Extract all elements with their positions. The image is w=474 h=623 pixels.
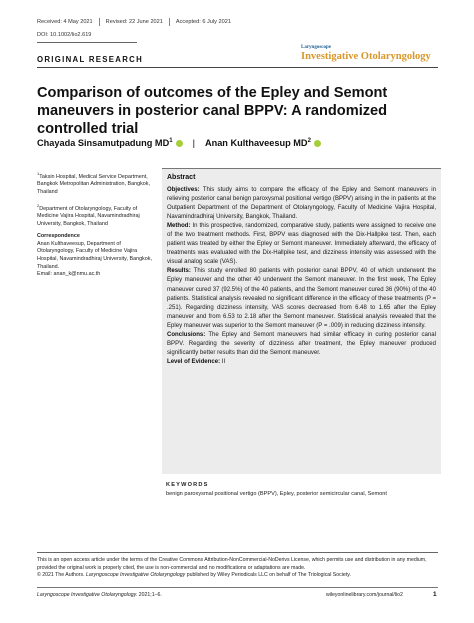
doi[interactable]: DOI: 10.1002/lio2.619 <box>37 32 92 38</box>
correspondence-email[interactable]: Email: anan_k@nmu.ac.th <box>37 271 101 278</box>
affiliation-1: $^1$Taksin Hospital, Medical Service Department, Bangkok Metropolitan Administration, Bangkok, Thailand <box>37 171 150 195</box>
keywords-heading: KEYWORDS <box>166 482 209 488</box>
license-notice <box>37 557 438 580</box>
abstract-level: Level of Evidence: II <box>167 358 226 365</box>
date-divider <box>99 18 100 26</box>
author-name[interactable]: Anan Kulthaveesup $MD^2$ <box>204 138 311 149</box>
section-label: ORIGINAL RESEARCH <box>37 55 143 64</box>
divider <box>37 42 137 43</box>
correspondence-text: Anan Kulthaveesup, Department of Otolaryngology, Faculty of Medicine Vajira Hospital, Navamindradhiraj University, Bangkok, Thailand. <box>37 240 152 270</box>
abstract-conclusions: Conclusions: The Epley and Semont maneuvers had similar efficacy in curing posterior canal BPPV. Regarding the severity of dizziness after treatment, the Epley maneuver produced significantly better results than did the Semont maneuver. <box>167 331 436 356</box>
accepted-date: Accepted: 6 July 2021 <box>175 19 231 25</box>
journal-logo: Investigative Otolaryngology <box>301 51 431 62</box>
license-text: This is an open access article under the terms of the Creative Commons Attribution-NonCommercial-NoDerivs License, which permits use and distribution in any medium, provided the original work is properly cited, the use is non-commercial and no modifications or adaptations are made. <box>37 557 427 571</box>
author-name[interactable]: Chayada Sinsamutpadung $MD^1$ <box>37 138 173 149</box>
abstract-objectives: Objectives: This study aims to compare the efficacy of the Epley and Semont maneuvers in relieving posterior canal benign paroxysmal positional vertigo (BPPV) arising in the in patients at the Outpatient Department of the Department of Otolaryngology, Faculty of Medicine Vajira Hospital, Navamindradhiraj University, Bangkok, Thailand. <box>167 187 436 221</box>
author-separator: | <box>192 138 195 149</box>
journal-url[interactable]: wileyonlinelibrary.com/journal/lio2 <box>326 592 403 598</box>
affiliation-2: $^2$Department of Otolaryngology, Faculty of Medicine Vajira Hospital, Navamindradhiraj University, Bangkok, Thailand <box>37 202 140 227</box>
section-divider <box>37 67 438 68</box>
copyright-text: © 2021 The Authors. Laryngoscope Investigative Otolaryngology published by Wiley Periodicals LLC on behalf of The Triological Society. <box>37 572 351 579</box>
bottom-divider <box>37 587 438 588</box>
orcid-icon[interactable] <box>314 140 321 147</box>
abstract-method: Method: In this prospective, randomized, comparative study, patients were assigned to receive one of the two treatment methods. First, BPPV was diagnosed with the Dix-Hallpike test. Then, each patient was treated by either the Epley or Semont maneuver. Immediately afterward, the efficacy of treatments was evaluated with the Dix-Hallpike test, and dizziness intensity was assessed with the visual analog scale (VAS). <box>167 223 436 266</box>
revised-date: Revised: 22 June 2021 <box>105 19 163 25</box>
article-dates <box>37 18 231 26</box>
orcid-icon[interactable] <box>176 140 183 147</box>
affiliation-sup: 2 <box>307 138 311 144</box>
abstract-box <box>162 168 441 474</box>
abstract-heading: Abstract <box>167 174 196 181</box>
abstract-body <box>167 186 436 367</box>
abstract-results: Results: This study enrolled 80 patients with posterior canal BPPV, 40 of which underwent the Epley maneuver and the other 40 underwent the Semont maneuver. In the first week, The Epley maneuver cured 37 (92.5%) of the 40 patients, and the Semont maneuver cured 36 (90%) of the 40 patients. Statistical analysis revealed no significant difference in the efficacy of these treatments (P = .251). Regarding dizziness intensity, VAS scores decreased from 6.48 to 1.65 after the Epley maneuver and from 6.53 to 2.18 after the Semont maneuver. Statistical analysis revealed that the Epley maneuver was superior to the Semont maneuver (P = .009) in reducing dizziness intensity. <box>167 268 436 329</box>
affiliation-sup: 1 <box>169 138 173 144</box>
received-date: Received: 4 May 2021 <box>37 19 93 25</box>
affiliations <box>37 170 157 279</box>
article-title: Comparison of outcomes of the Epley and Semont maneuvers in posterior canal BPPV: A randomized controlled trial <box>37 85 388 137</box>
keywords-text: benign paroxysmal positional vertigo (BPPV), Epley, posterior semicircular canal, Semont <box>166 491 387 497</box>
journal-logo-small: Laryngoscope <box>301 45 331 50</box>
footer-divider <box>37 552 438 553</box>
page-number: 1 <box>433 591 437 598</box>
correspondence-heading: Correspondence <box>37 233 80 240</box>
citation: Laryngoscope Investigative Otolaryngology. 2021;1–6. <box>37 592 162 598</box>
date-divider <box>169 18 170 26</box>
author-list <box>37 138 321 148</box>
